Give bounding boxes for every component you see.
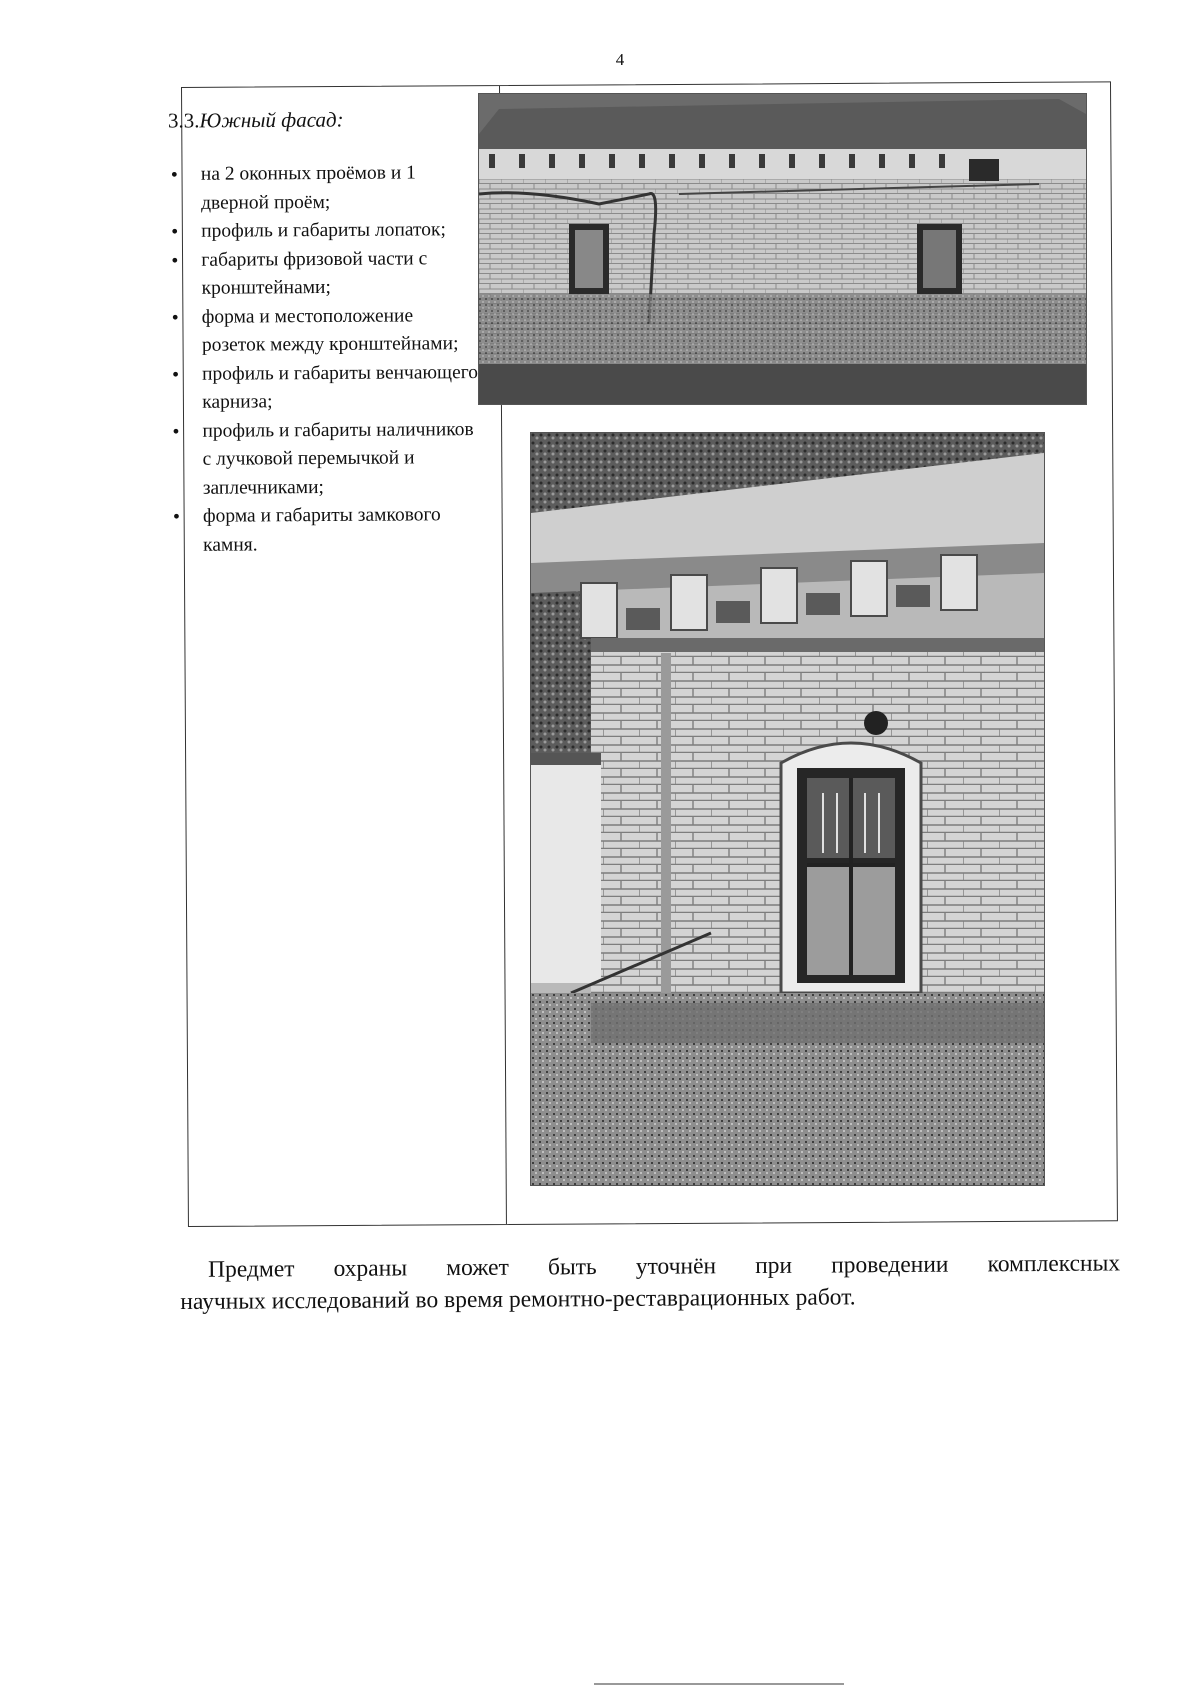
feature-item: • форма и местоположение розеток между кронштейнами; [170, 302, 480, 361]
facade-overview-photo [478, 93, 1087, 405]
footer-note [180, 1247, 1120, 1318]
feature-item: • профиль и габариты лопаток; [169, 216, 479, 246]
feature-item: • профиль и габариты наличников с лучковой перемычкой и заплечниками; [170, 416, 481, 503]
window-detail-image [531, 433, 1044, 1185]
window-detail-photo [530, 432, 1045, 1186]
facade-overview-image [479, 94, 1086, 404]
section-number: 3.3. [167, 108, 200, 133]
feature-item: • на 2 оконных проёмов и 1 дверной проём; [169, 159, 479, 218]
feature-item: • профиль и габариты венчающего карниза; [170, 359, 480, 418]
page-number: 4 [615, 50, 625, 69]
footer-line-2: научных исследований во время ремонтно-реставрационных работ. [180, 1284, 856, 1315]
feature-item: • габариты фризовой части с кронштейнами; [169, 245, 479, 304]
section-heading [168, 107, 344, 133]
footer-line-1 [180, 1247, 1120, 1286]
section-title: Южный фасад: [199, 107, 344, 133]
scan-artifact [594, 1683, 844, 1685]
feature-item: • форма и габариты замкового камня. [171, 501, 481, 560]
footer-line-1-text: Предмет охраны может быть уточнён при проведении комплексных [208, 1250, 1121, 1283]
feature-list [169, 159, 481, 560]
